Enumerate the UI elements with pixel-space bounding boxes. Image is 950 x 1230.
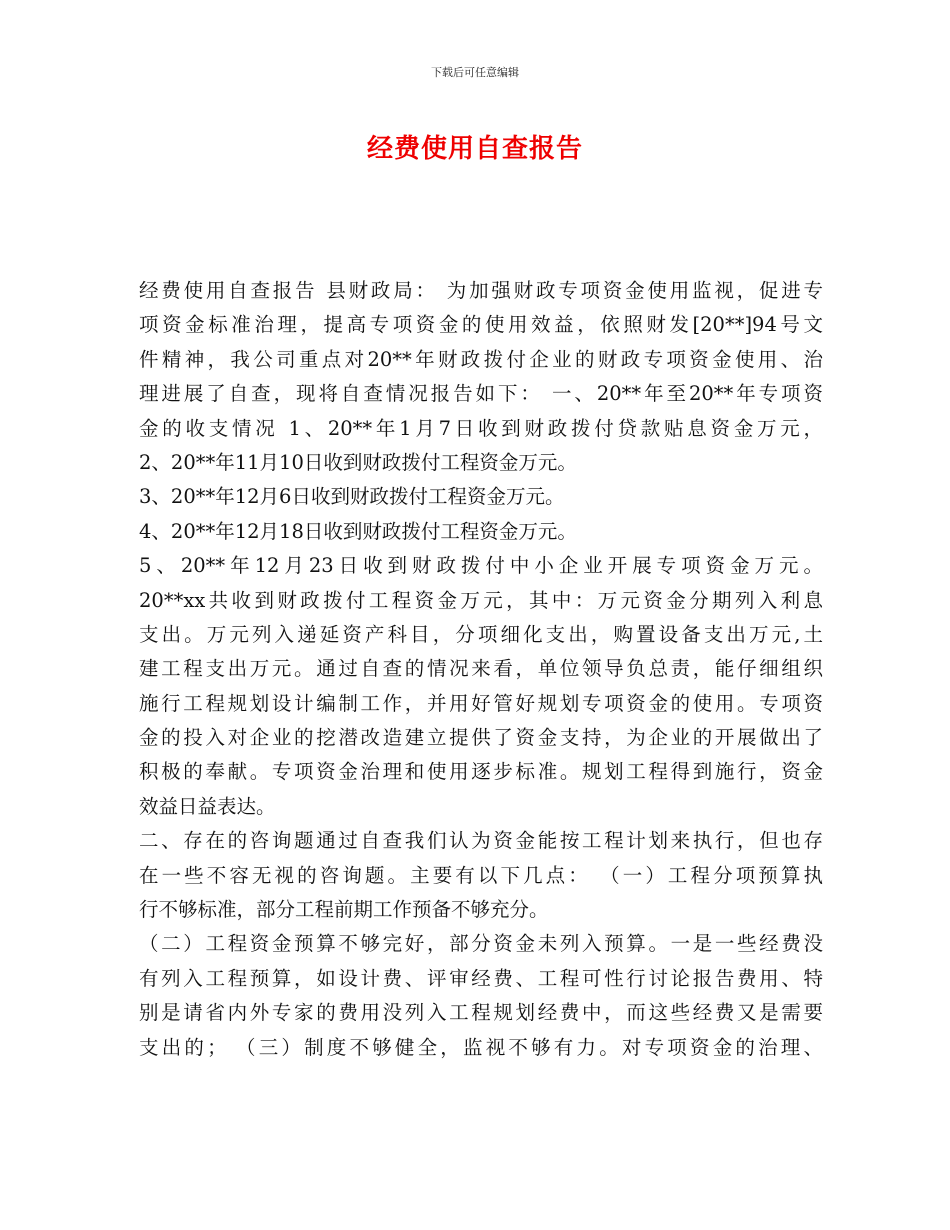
body-line: 施行工程规划设计编制工作，并用好管好规划专项资金的使用。专项资 xyxy=(139,691,823,715)
body-line: 金的收支情况 1、20**年1月7日收到财政拨付贷款贴息资金万元， xyxy=(139,416,823,440)
body-line: 项资金标准治理，提高专项资金的使用效益，依照财发[20**]94号文 xyxy=(139,313,823,337)
body-line: 金的投入对企业的挖潜改造建立提供了资金支持，为企业的开展做出了 xyxy=(139,726,823,750)
body-line: 理进展了自查，现将自查情况报告如下： 一、20**年至20**年专项资 xyxy=(139,382,823,406)
body-line: 有列入工程预算，如设计费、评审经费、工程可性行讨论报告费用、特 xyxy=(139,966,823,990)
body-line: 3、20**年12月6日收到财政拨付工程资金万元。 xyxy=(139,485,565,509)
body-line: 效益日益表达。 xyxy=(139,794,276,818)
body-line: 行不够标准，部分工程前期工作预备不够充分。 xyxy=(139,898,549,922)
body-line: （二）工程资金预算不够完好，部分资金未列入预算。一是一些经费没 xyxy=(139,932,823,956)
body-line: 支出的； （三）制度不够健全，监视不够有力。对专项资金的治理、 xyxy=(139,1035,823,1059)
body-line: 别是请省内外专家的费用没列入工程规划经费中，而这些经费又是需要 xyxy=(139,1001,823,1025)
body-line: 积极的奉献。专项资金治理和使用逐步标准。规划工程得到施行，资金 xyxy=(139,760,823,784)
body-line: 经费使用自查报告 县财政局： 为加强财政专项资金使用监视，促进专 xyxy=(139,279,823,302)
document-body xyxy=(139,274,823,1065)
body-line: 建工程支出万元。通过自查的情况来看，单位领导负总责，能仔细组织 xyxy=(139,657,823,681)
body-line: 二、存在的咨询题通过自查我们认为资金能按工程计划来执行，但也存 xyxy=(139,829,823,853)
body-line: 20**xx共收到财政拨付工程资金万元，其中：万元资金分期列入利息 xyxy=(139,588,823,612)
body-line: 支出。万元列入递延资产科目，分项细化支出，购置设备支出万元,土 xyxy=(139,622,823,646)
body-line: 件精神，我公司重点对20**年财政拨付企业的财政专项资金使用、治 xyxy=(139,347,823,371)
header-note: 下载后可任意编辑 xyxy=(431,66,519,79)
body-line: 2、20**年11月10日收到财政拨付工程资金万元。 xyxy=(139,450,577,474)
document-title: 经费使用自查报告 xyxy=(366,134,583,164)
body-line: 在一些不容无视的咨询题。主要有以下几点： （一）工程分项预算执 xyxy=(139,863,823,887)
body-line: 4、20**年12月18日收到财政拨付工程资金万元。 xyxy=(139,519,577,543)
body-line: 5、20**年12月23日收到财政拨付中小企业开展专项资金万元。 xyxy=(139,554,823,578)
